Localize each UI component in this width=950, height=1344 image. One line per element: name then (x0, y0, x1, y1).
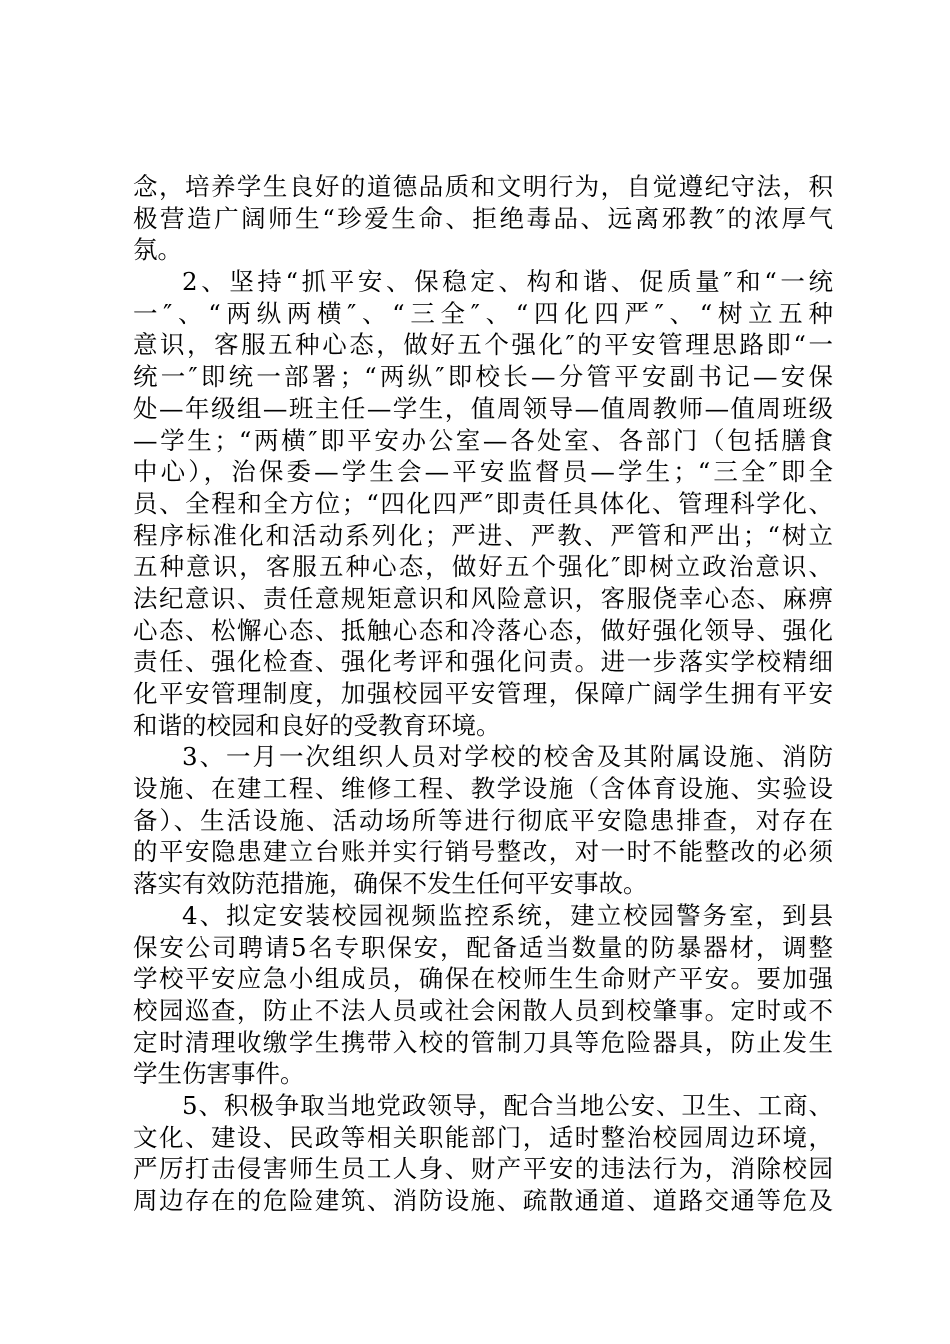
text-line: 定时清理收缴学生携带入校的管制刀具等危险器具，防止发生 (133, 1027, 833, 1057)
text-line: 周边存在的危险建筑、消防设施、疏散通道、道路交通等危及 (133, 1186, 833, 1215)
text-line: 中心），治保委—学生会—平安监督员—学生；“三全″即全 (133, 457, 833, 487)
text-line: 一″、“两纵两横″、“三全″、“四化四严″、“树立五种 (133, 298, 833, 328)
text-line: 保安公司聘请5名专职保安，配备适当数量的防暴器材，调整 (133, 932, 833, 962)
text-line: 处—年级组—班主任—学生，值周领导—值周教师—值周班级 (133, 393, 833, 423)
document-body-text (133, 171, 833, 1217)
text-line: 和谐的校园和良好的受教育环境。 (133, 710, 501, 740)
text-line: 落实有效防范措施，确保不发生任何平安事故。 (133, 869, 648, 899)
text-line: 5、积极争取当地党政领导，配合当地公安、卫生、工商、 (182, 1090, 833, 1120)
text-line: 2、坚持“抓平安、保稳定、构和谐、促质量″和“一统 (182, 267, 833, 297)
text-line: 统一″即统一部署；“两纵″即校长—分管平安副书记—安保 (133, 362, 833, 392)
text-line: 严厉打击侵害师生员工人身、财产平安的违法行为，消除校园 (133, 1154, 833, 1184)
text-line: 文化、建设、民政等相关职能部门，适时整治校园周边环境， (133, 1122, 833, 1152)
text-line: 3、一月一次组织人员对学校的校舍及其附属设施、消防 (182, 742, 833, 772)
text-line: 4、拟定安装校园视频监控系统，建立校园警务室，到县 (182, 900, 833, 930)
text-line: 氛。 (133, 235, 182, 265)
text-line: 学生伤害事件。 (133, 1059, 305, 1089)
text-line: 极营造广阔师生“珍爱生命、拒绝毒品、远离邪教″的浓厚气 (133, 203, 833, 233)
text-line: 的平安隐患建立台账并实行销号整改，对一时不能整改的必须 (133, 837, 833, 867)
text-line: 程序标准化和活动系列化；严进、严教、严管和严出；“树立 (133, 520, 833, 550)
text-line: 员、全程和全方位；“四化四严″即责任具体化、管理科学化、 (133, 488, 833, 518)
text-line: 学校平安应急小组成员，确保在校师生生命财产平安。要加强 (133, 964, 833, 994)
text-line: 法纪意识、责任意规矩意识和风险意识，客服侥幸心态、麻痹 (133, 583, 833, 613)
text-line: 五种意识，客服五种心态，做好五个强化″即树立政治意识、 (133, 552, 833, 582)
text-line: 意识，客服五种心态，做好五个强化″的平安管理思路即“一 (133, 330, 833, 360)
text-line: 念，培养学生良好的道德品质和文明行为，自觉遵纪守法，积 (133, 172, 833, 201)
text-line: 设施、在建工程、维修工程、教学设施（含体育设施、实验设 (133, 774, 833, 804)
text-line: 备）、生活设施、活动场所等进行彻底平安隐患排查，对存在 (133, 805, 833, 835)
text-line: —学生；“两横″即平安办公室—各处室、各部门（包括膳食 (133, 425, 833, 455)
text-line: 校园巡查，防止不法人员或社会闲散人员到校肇事。定时或不 (133, 995, 833, 1025)
text-line: 责任、强化检查、强化考评和强化问责。进一步落实学校精细 (133, 647, 833, 677)
text-line: 化平安管理制度，加强校园平安管理，保障广阔学生拥有平安 (133, 679, 833, 708)
text-line: 心态、松懈心态、抵触心态和冷落心态，做好强化领导、强化 (133, 615, 833, 645)
